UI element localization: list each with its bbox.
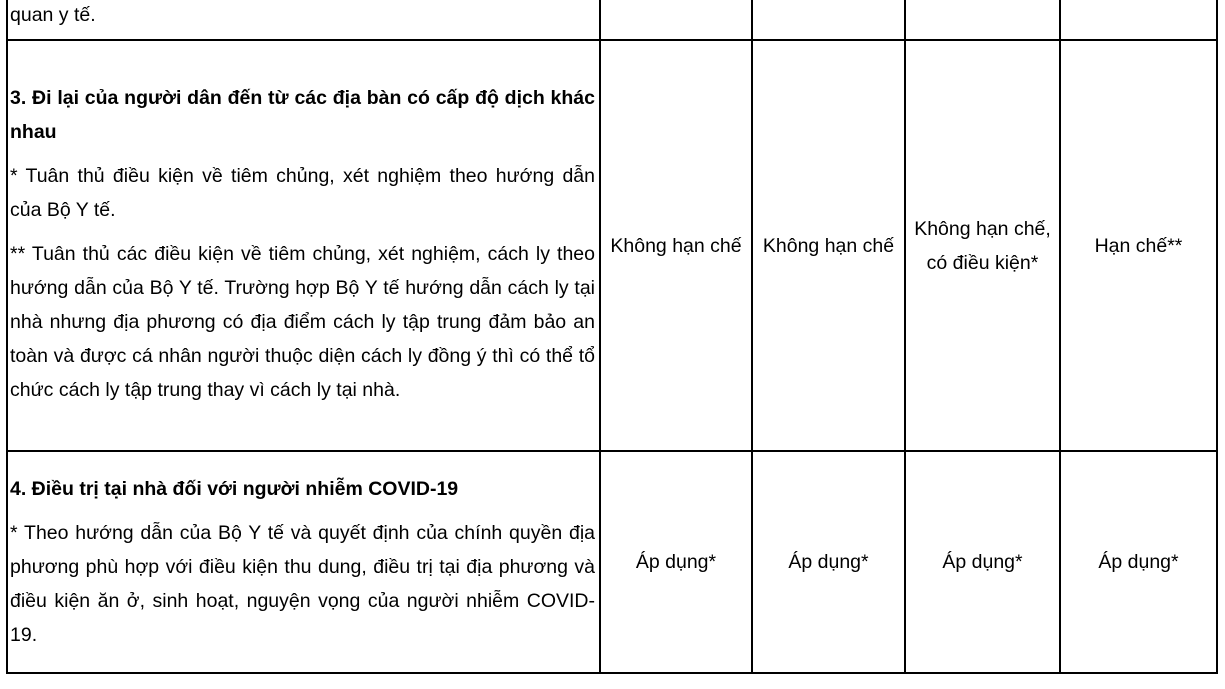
level-1-cell: Không hạn chế: [600, 40, 752, 451]
paragraph: ** Tuân thủ các điều kiện về tiêm chủng, xét nghiệm, cách ly theo hướng dẫn của Bộ Y tế. Trường hợp Bộ Y tế hướng dẫn cách ly tại nhà nhưng địa phương có địa điểm cách ly tập trung đảm bảo an toàn và được cá nhân người thuộc diện cách ly đồng ý thì có thể tổ chức cách ly tập trung thay vì cách ly tại nhà.: [10, 243, 595, 401]
row-heading: 4. Điều trị tại nhà đối với người nhiễm COVID-19: [10, 477, 459, 500]
level-1-cell: Áp dụng*: [600, 451, 752, 673]
paragraph: * Theo hướng dẫn của Bộ Y tế và quyết định của chính quyền địa phương phù hợp với điều kiện thu dung, điều trị tại địa phương và điều kiện ăn ở, sinh hoạt, nguyện vọng của người nhiễm COVID-19.: [10, 521, 595, 646]
paragraph: * Tuân thủ điều kiện về tiêm chủng, xét nghiệm theo hướng dẫn của Bộ Y tế.: [10, 165, 595, 221]
paragraph: quan y tế.: [10, 4, 96, 26]
level-4-cell: Áp dụng*: [1060, 451, 1217, 673]
description-cell: [7, 0, 600, 40]
row-heading: 3. Đi lại của người dân đến từ các địa bàn có cấp độ dịch khác nhau: [10, 87, 595, 143]
level-3-cell: [905, 0, 1060, 40]
level-1-cell: [600, 0, 752, 40]
description-cell: [7, 40, 600, 451]
level-3-cell: Áp dụng*: [905, 451, 1060, 673]
measures-table: [6, 0, 1218, 674]
level-4-cell: [1060, 0, 1217, 40]
level-2-cell: [752, 0, 905, 40]
table-row: [7, 0, 1217, 40]
table-row: [7, 40, 1217, 451]
level-3-cell: Không hạn chế, có điều kiện*: [905, 40, 1060, 451]
level-4-cell: Hạn chế**: [1060, 40, 1217, 451]
table-row: [7, 451, 1217, 673]
description-cell: [7, 451, 600, 673]
level-2-cell: Không hạn chế: [752, 40, 905, 451]
level-2-cell: Áp dụng*: [752, 451, 905, 673]
